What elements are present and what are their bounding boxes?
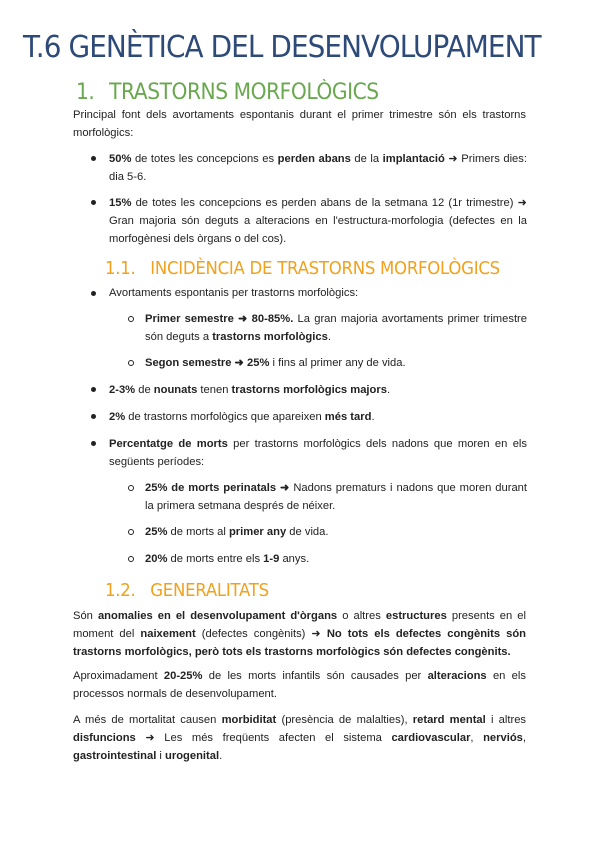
bold-text-segment: No tots els defectes congènits són trastorns morfològics, però tots els trastorns morfològics són defectes congènits. [73,628,526,658]
text-segment: de totes les concepcions es perden abans de la setmana 12 (1r trimestre) ➜ Gran majoria són deguts a alteracions en l'estructura-morfologia (defectes en la morfogènesi dels òrgans o del cos). [109,197,527,245]
section-1-1-bullet-1: Avortaments espontanis per trastorns morfològics: [109,287,359,299]
section-1-number: 1. [76,80,95,105]
bold-text-segment: anomalies en el desenvolupament d'òrgans [97,610,338,622]
bold-text-segment: gastrointestinal [73,750,157,762]
section-1-heading [76,80,379,105]
bold-text-segment: morbiditat [221,714,277,726]
bold-text-segment: 25% de morts perinatals ➜ [145,482,290,494]
bold-text-segment: primer any [228,526,287,538]
text-segment: de morts al [167,526,229,538]
text-segment: de la [350,153,383,165]
text-segment: per trastorns morfològics dels nadons que moren en els següents períodes: [109,438,527,468]
text-segment: (presència de malalties), [276,714,413,726]
bold-text-segment: trastorns morfològics majors [231,384,387,396]
text-segment: , [470,732,484,744]
text-segment: . [386,384,391,396]
text-segment: i altres [485,714,527,726]
bullet-icon [91,387,96,392]
section-1-bullet-2 [109,194,527,248]
text-segment: ➜ Primers dies: dia 5-6. [109,153,527,183]
bold-text-segment: perden abans [277,153,351,165]
text-segment: de totes les concepcions es [131,153,278,165]
text-segment: . [327,331,331,343]
text-segment: de vida. [286,526,329,538]
section-1-2-paragraph-1 [73,607,526,661]
text-segment: (defectes congènits) ➜ [195,628,327,640]
text-segment: o altres [337,610,386,622]
text-segment: Nadons prematurs i nadons que moren durant la primera setmana després de néixer. [145,482,527,512]
sub-bullet-icon [128,556,134,562]
bold-text-segment: 15% [109,197,132,209]
text-segment: . [371,411,375,423]
bullet-icon [91,156,96,161]
section-1-1-title: INCIDÈNCIA DE TRASTORNS MORFOLÒGICS [150,258,500,279]
bold-text-segment: 20% [145,553,168,565]
section-1-2-title: GENERALITATS [150,580,269,601]
text-segment: Són [73,610,98,622]
bold-text-segment: nounats [153,384,198,396]
bold-text-segment: Primer semestre ➜ 80-85%. [145,313,294,325]
section-1-1-bullet-4 [109,435,527,471]
bold-text-segment: trastorns morfològics [212,331,328,343]
section-1-bullet-1 [109,150,527,186]
text-segment: La gran majoria avortaments primer trimestre són deguts a [145,313,528,343]
text-segment: A més de mortalitat causen [73,714,222,726]
bold-text-segment: naixement [140,628,196,640]
text-segment: de [135,384,154,396]
section-1-1-bullet-2 [109,381,527,399]
bold-text-segment: urogenital [165,750,220,762]
sub-bullet-icon [128,485,134,491]
bold-text-segment: nerviós [483,732,523,744]
sub-bullet-icon [128,529,134,535]
document-title: T.6 GENÈTICA DEL DESENVOLUPAMENT [23,30,541,65]
section-1-intro: Principal font dels avortaments espontanis durant el primer trimestre són els trastorns morfològics: [73,109,526,139]
bold-text-segment: més tard [324,411,372,423]
section-1-1-sub-4 [145,523,527,541]
sub-bullet-icon [128,360,134,366]
bullet-icon [91,291,96,296]
text-segment: . [219,750,223,762]
bold-text-segment: cardiovascular [391,732,471,744]
text-segment: tenen [197,384,232,396]
bold-text-segment: 50% [109,153,132,165]
text-segment: , [522,732,526,744]
section-1-1-sub-1 [145,310,527,346]
bold-text-segment: 2-3% [109,384,136,396]
text-segment: de morts entre els [167,553,264,565]
text-segment: i fins al primer any de vida. [269,357,406,369]
section-1-1-heading [105,258,500,279]
text-segment: de trastorns morfològics que apareixen [125,411,325,423]
section-1-1-sub-5 [145,550,527,568]
text-segment: presents en el moment del [73,610,527,640]
bold-text-segment: estructures [385,610,447,622]
bold-text-segment: 20-25% [163,670,203,682]
section-1-2-paragraph-3 [73,711,526,765]
text-segment: Aproximadament [73,670,164,682]
bold-text-segment: alteracions [427,670,487,682]
text-segment: de les morts infantils són causades per [202,670,428,682]
text-segment: en els processos normals de desenvolupament. [73,670,526,700]
text-segment: i [156,750,166,762]
section-1-2-paragraph-2 [73,667,526,703]
section-1-1-bullet-3 [109,408,527,426]
section-1-2-number: 1.2. [105,580,136,601]
bold-text-segment: implantació [382,153,445,165]
bullet-icon [91,441,96,446]
text-segment: anys. [279,553,310,565]
bold-text-segment: 1-9 [263,553,280,565]
bold-text-segment: Segon semestre ➜ 25% [145,357,270,369]
bold-text-segment: retard mental [412,714,486,726]
bullet-icon [91,200,96,205]
text-segment: ➜ Les més freqüents afecten el sistema [135,732,392,744]
section-1-2-heading [105,580,269,601]
bold-text-segment: 2% [109,411,126,423]
bold-text-segment: Percentatge de morts [109,438,228,450]
section-1-title: TRASTORNS MORFOLÒGICS [109,80,379,105]
sub-bullet-icon [128,316,134,322]
bullet-icon [91,414,96,419]
bold-text-segment: 25% [145,526,168,538]
bold-text-segment: disfuncions [73,732,136,744]
section-1-1-sub-2 [145,354,527,372]
section-1-1-sub-3 [145,479,527,515]
section-1-1-number: 1.1. [105,258,136,279]
